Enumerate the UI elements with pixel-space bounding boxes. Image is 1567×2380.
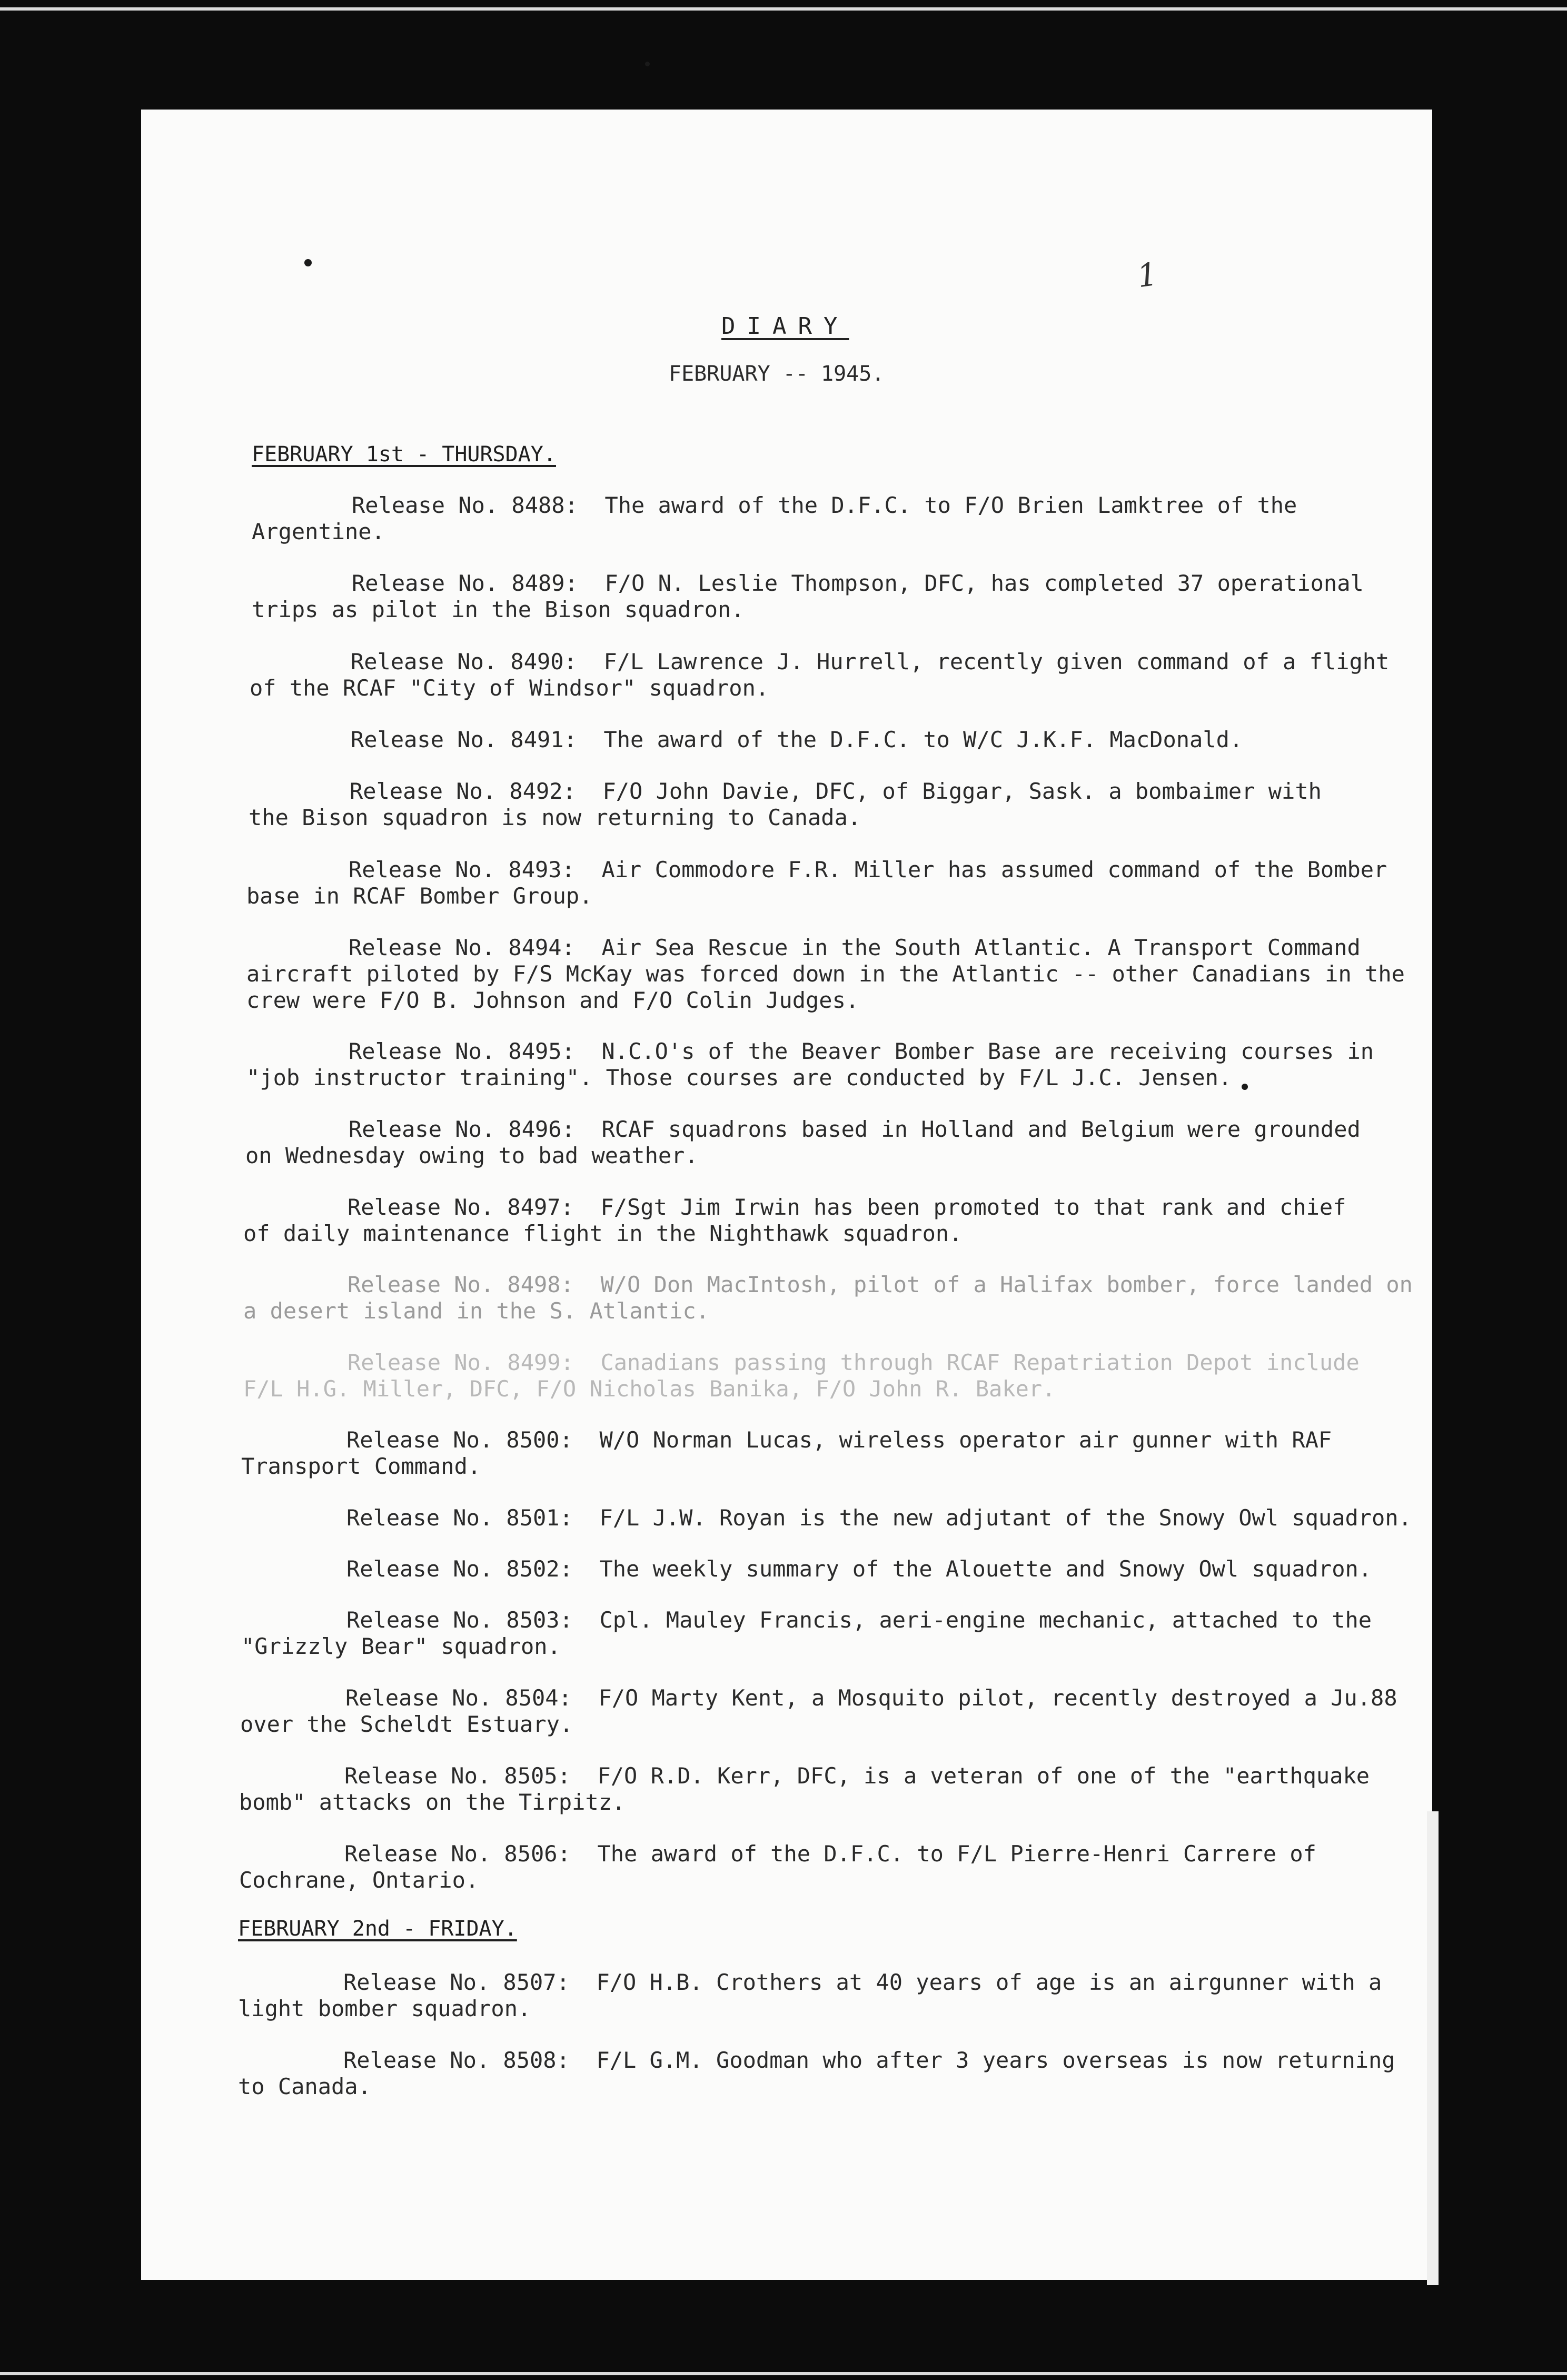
diary-entry — [241, 1556, 1431, 1582]
diary-entry — [252, 570, 1442, 623]
entry-text: Air Commodore F.R. Miller has assumed command of the Bomber base in RCAF Bomber Group. — [246, 857, 1387, 909]
date-heading: FEBRUARY 2nd - FRIDAY. — [238, 1917, 517, 1941]
diary-entry — [239, 1763, 1429, 1816]
diary-entry — [241, 1505, 1452, 1531]
release-number: Release No. 8490: — [351, 649, 577, 675]
entry-text: W/O Norman Lucas, wireless operator air gunner with RAF Transport Command. — [241, 1427, 1332, 1479]
entry-text: N.C.O's of the Beaver Bomber Base are receiving courses in "job instructor training". Those courses are conducted by F/L J.C. Jensen. — [246, 1038, 1374, 1090]
release-number: Release No. 8495: — [349, 1038, 575, 1064]
release-number: Release No. 8493: — [349, 857, 575, 882]
release-number: Release No. 8505: — [344, 1763, 571, 1789]
entry-text: F/L J.W. Royan is the new adjutant of the Snowy Owl squadron. — [599, 1505, 1412, 1531]
diary-entry — [246, 857, 1436, 909]
diary-entry — [238, 2047, 1428, 2100]
film-border-bottom — [0, 2372, 1567, 2375]
release-number: Release No. 8488: — [352, 492, 578, 518]
entry-text: F/O H.B. Crothers at 40 years of age is an airgunner with a light bomber squadron. — [238, 1969, 1382, 2021]
diary-entry — [241, 1427, 1431, 1480]
release-number: Release No. 8496: — [349, 1116, 575, 1142]
entry-text: Air Sea Rescue in the South Atlantic. A Transport Command aircraft piloted by F/S McKay was forced down in the Atlantic -- other Canadians in the crew were F/O B. Johnson and F/O Colin Judges. — [246, 935, 1405, 1013]
release-number: Release No. 8501: — [346, 1505, 573, 1531]
release-number: Release No. 8508: — [343, 2047, 570, 2073]
release-number: Release No. 8494: — [349, 935, 575, 960]
diary-entry — [250, 649, 1440, 701]
release-number: Release No. 8504: — [345, 1685, 572, 1711]
entry-text: F/O R.D. Kerr, DFC, is a veteran of one of the "earthquake bomb" attacks on the Tirpitz. — [239, 1763, 1370, 1815]
diary-entry — [243, 1350, 1433, 1402]
release-number: Release No. 8499: — [348, 1350, 574, 1375]
entry-text: F/L G.M. Goodman who after 3 years overseas is now returning to Canada. — [238, 2047, 1395, 2099]
entry-text: F/O Marty Kent, a Mosquito pilot, recently destroyed a Ju.88 over the Scheldt Estuary. — [240, 1685, 1397, 1737]
film-border-top — [0, 7, 1567, 11]
entry-text: RCAF squadrons based in Holland and Belgium were grounded on Wednesday owing to bad weather. — [245, 1116, 1361, 1168]
page-subtitle: FEBRUARY -- 1945. — [669, 362, 885, 386]
release-number: Release No. 8489: — [352, 570, 578, 596]
page-title: DIARY — [721, 313, 849, 340]
release-number: Release No. 8492: — [350, 778, 576, 804]
diary-entry — [246, 1038, 1436, 1091]
release-number: Release No. 8500: — [346, 1427, 573, 1453]
release-number: Release No. 8491: — [351, 727, 577, 752]
diary-entry — [240, 1685, 1430, 1738]
diary-entry — [252, 492, 1442, 545]
diary-entry — [250, 727, 1440, 753]
release-number: Release No. 8502: — [346, 1556, 573, 1582]
diary-entry — [246, 935, 1457, 1014]
entry-text: F/O N. Leslie Thompson, DFC, has completed 37 operational trips as pilot in the Bison squadron. — [252, 570, 1364, 622]
diary-entry — [249, 778, 1439, 831]
entry-text: The award of the D.F.C. to F/O Brien Lamktree of the Argentine. — [252, 492, 1297, 544]
diary-entry — [241, 1607, 1431, 1660]
release-number: Release No. 8506: — [344, 1841, 571, 1867]
diary-entry — [239, 1841, 1429, 1893]
entry-text: F/L Lawrence J. Hurrell, recently given command of a flight of the RCAF "City of Windsor" squadron. — [250, 649, 1390, 701]
release-number: Release No. 8507: — [343, 1969, 570, 1995]
entry-text: The award of the D.F.C. to W/C J.K.F. MacDonald. — [603, 727, 1243, 752]
entry-text: F/Sgt Jim Irwin has been promoted to that rank and chief of daily maintenance flight in the Nighthawk squadron. — [243, 1194, 1346, 1246]
diary-entry — [245, 1116, 1435, 1169]
diary-entry — [243, 1272, 1433, 1324]
release-number: Release No. 8498: — [348, 1272, 574, 1297]
date-heading: FEBRUARY 1st - THURSDAY. — [252, 442, 556, 467]
entry-text: W/O Don MacIntosh, pilot of a Halifax bomber, force landed on a desert island in the S. Atlantic. — [243, 1272, 1413, 1324]
entry-text: Cpl. Mauley Francis, aeri-engine mechanic, attached to the "Grizzly Bear" squadron. — [241, 1607, 1372, 1659]
entry-text: The weekly summary of the Alouette and Snowy Owl squadron. — [599, 1556, 1372, 1582]
entry-text: Canadians passing through RCAF Repatriation Depot include F/L H.G. Miller, DFC, F/O Nicholas Banika, F/O John R. Baker. — [243, 1350, 1360, 1402]
release-number: Release No. 8503: — [346, 1607, 573, 1633]
ink-speck — [304, 259, 312, 266]
entry-text: The award of the D.F.C. to F/L Pierre-Henri Carrere of Cochrane, Ontario. — [239, 1841, 1316, 1893]
diary-entry — [238, 1969, 1428, 2022]
diary-entry — [243, 1194, 1433, 1247]
release-number: Release No. 8497: — [348, 1194, 574, 1220]
ink-speck — [645, 62, 650, 66]
entry-text: F/O John Davie, DFC, of Biggar, Sask. a bombaimer with the Bison squadron is now returning to Canada. — [249, 778, 1322, 830]
page-number-mark: 1 — [1135, 255, 1160, 295]
